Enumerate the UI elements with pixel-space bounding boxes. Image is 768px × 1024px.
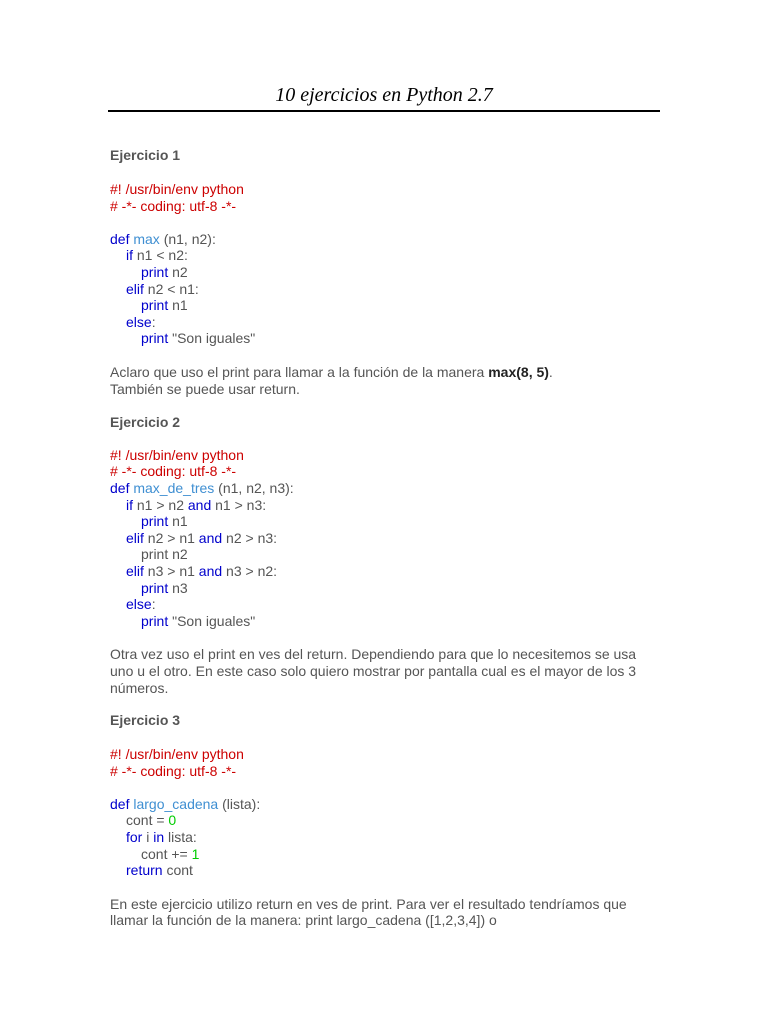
document-title: 10 ejercicios en Python 2.7 <box>275 84 493 106</box>
ex3-return-line <box>126 862 193 879</box>
code-text: n3 > n1 <box>143 563 199 579</box>
ex1-print-str <box>141 330 255 347</box>
keyword: in <box>153 829 165 845</box>
exercise-2-heading: Ejercicio 2 <box>110 414 181 430</box>
function-name: largo_cadena <box>133 796 219 812</box>
code-text: n1 <box>168 297 188 313</box>
keyword: print <box>141 297 169 313</box>
code-text: lista: <box>164 829 197 845</box>
note-text: . <box>548 364 553 380</box>
function-name: max_de_tres <box>133 480 215 496</box>
ex2-elif-line-2 <box>126 563 277 580</box>
number-literal: 1 <box>191 846 200 862</box>
ex2-note-line-2: uno u el otro. En este caso solo quiero mostrar por pantalla cual es el mayor de los 3 <box>110 663 637 679</box>
keyword: elif <box>126 530 144 546</box>
ex2-print-n1 <box>141 513 188 530</box>
ex3-coding: # -*- coding: utf-8 -*- <box>110 763 237 779</box>
ex3-note-line-2: llamar la función de la manera: print largo_cadena ([1,2,3,4]) o <box>110 912 497 928</box>
ex1-note-line-1 <box>110 364 553 381</box>
code-text: i <box>142 829 154 845</box>
keyword: elif <box>126 563 144 579</box>
ex1-print-n2 <box>141 264 188 281</box>
code-text: "Son iguales" <box>168 613 256 629</box>
code-text: n1 > n2 <box>133 497 188 513</box>
keyword: and <box>198 530 223 546</box>
ex3-cont-inc <box>141 846 199 863</box>
keyword: return <box>126 862 163 878</box>
ex2-coding: # -*- coding: utf-8 -*- <box>110 463 237 479</box>
ex2-print-str <box>141 613 255 630</box>
exercise-3-heading: Ejercicio 3 <box>110 712 181 728</box>
ex2-print-n3 <box>141 580 188 597</box>
code-text: n3 > n2: <box>222 563 278 579</box>
keyword: print <box>141 613 169 629</box>
code-text: "Son iguales" <box>168 330 256 346</box>
code-text: cont = <box>126 812 169 828</box>
ex2-if-line <box>126 497 266 514</box>
ex2-note-line-1: Otra vez uso el print en ves del return. Dependiendo para que lo necesitemos se usa <box>110 646 637 662</box>
ex2-def-line <box>110 480 294 497</box>
keyword: def <box>110 480 130 496</box>
code-text: n3 <box>168 580 188 596</box>
code-text: n2 > n3: <box>222 530 278 546</box>
code-text: n1 <box>168 513 188 529</box>
ex1-print-n1 <box>141 297 188 314</box>
keyword: elif <box>126 281 144 297</box>
ex2-elif-line-1 <box>126 530 277 547</box>
code-text: : <box>151 314 156 330</box>
note-bold: max(8, 5) <box>488 364 549 380</box>
ex1-elif-line <box>126 281 199 298</box>
ex2-note-line-3: números. <box>110 680 169 696</box>
ex3-for-line <box>126 829 197 846</box>
keyword: def <box>110 231 130 247</box>
keyword: and <box>198 563 223 579</box>
ex1-coding: # -*- coding: utf-8 -*- <box>110 198 237 214</box>
keyword: and <box>187 497 212 513</box>
code-text: cont += <box>141 846 192 862</box>
ex1-note-line-2: También se puede usar return. <box>110 381 300 397</box>
note-text: Aclaro que uso el print para llamar a la función de la manera <box>110 364 489 380</box>
ex1-else-line <box>126 314 156 331</box>
ex3-def-line <box>110 796 260 813</box>
keyword: if <box>126 497 133 513</box>
code-text: n2 > n1 <box>143 530 199 546</box>
ex2-print-n2: print n2 <box>141 546 188 562</box>
ex3-note-line-1: En este ejercicio utilizo return en ves de print. Para ver el resultado tendríamos que <box>110 896 627 912</box>
title-underline <box>108 110 660 112</box>
keyword: else <box>126 596 152 612</box>
keyword: else <box>126 314 152 330</box>
code-text: n2 <box>168 264 188 280</box>
keyword: print <box>141 580 169 596</box>
keyword: print <box>141 513 169 529</box>
code-text: n2 < n1: <box>143 281 199 297</box>
ex3-shebang: #! /usr/bin/env python <box>110 746 244 762</box>
keyword: print <box>141 264 169 280</box>
ex1-if-line <box>126 247 188 264</box>
keyword: if <box>126 247 133 263</box>
code-text: n1 > n3: <box>211 497 267 513</box>
function-name: max <box>133 231 160 247</box>
ex1-def-line <box>110 231 216 248</box>
number-literal: 0 <box>168 812 177 828</box>
code-text: : <box>151 596 156 612</box>
keyword: def <box>110 796 130 812</box>
ex2-shebang: #! /usr/bin/env python <box>110 447 244 463</box>
code-text: n1 < n2: <box>133 247 188 263</box>
keyword: print <box>141 330 169 346</box>
params: (n1, n2, n3): <box>214 480 294 496</box>
ex3-cont-init <box>126 812 176 829</box>
keyword: for <box>126 829 143 845</box>
params: (n1, n2): <box>159 231 216 247</box>
exercise-1-heading: Ejercicio 1 <box>110 147 181 163</box>
ex2-else-line <box>126 596 156 613</box>
code-text: cont <box>162 862 193 878</box>
params: (lista): <box>218 796 261 812</box>
ex1-shebang: #! /usr/bin/env python <box>110 181 244 197</box>
